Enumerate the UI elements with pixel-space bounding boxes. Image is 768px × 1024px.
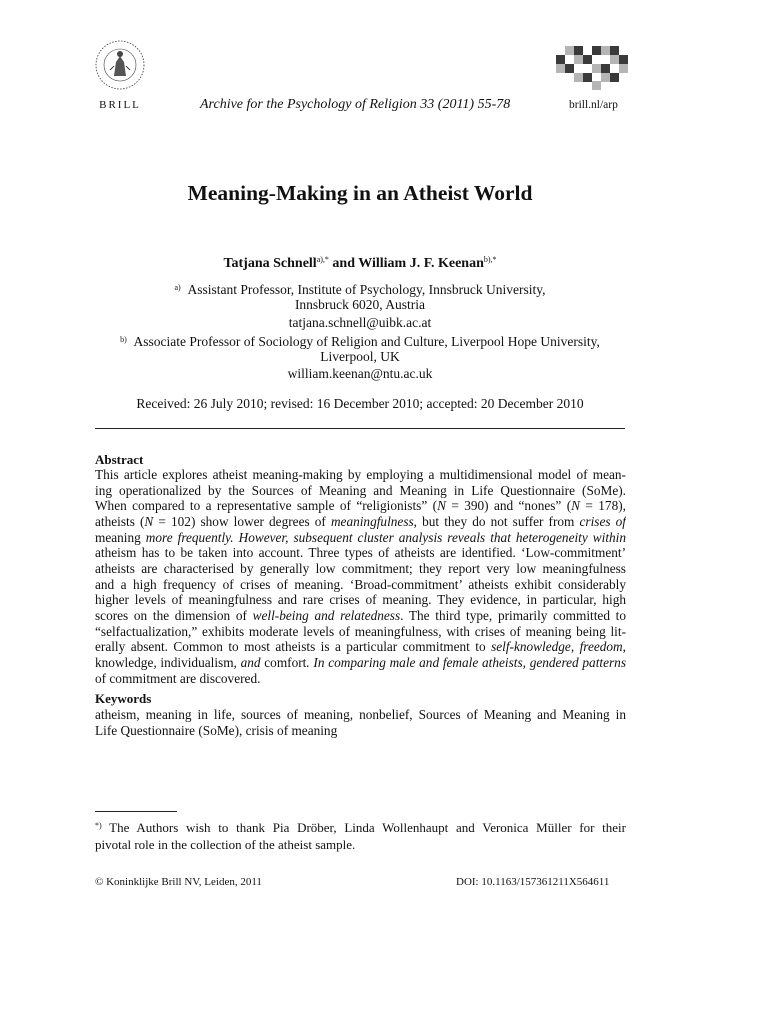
abstract-text: scores on the dimension of	[95, 607, 253, 623]
footnote-line: pivotal role in the collection of the atheist sample.	[95, 836, 356, 852]
affiliation-a-line2: Innsbruck 6020, Austria	[294, 297, 426, 312]
submission-dates: Received: 26 July 2010; revised: 16 December 2010; accepted: 20 December 2010	[136, 396, 584, 411]
paper-title: Meaning-Making in an Atheist World	[187, 181, 533, 205]
abstract-italic-term: freedom	[579, 639, 623, 655]
abstract-text: = 390) and “nones” (	[445, 498, 572, 514]
abstract-line	[95, 545, 626, 561]
keywords-heading: Keywords	[95, 691, 152, 706]
abstract-italic-term: , and	[233, 654, 265, 670]
affiliation-a-line1: $^{a)}$ Assistant Professor, Institute of Psychology, Innsbruck University,	[174, 282, 546, 297]
abstract-line	[95, 561, 626, 577]
abstract-italic-term: N	[571, 498, 581, 514]
abstract-line	[95, 608, 626, 624]
abstract-italic-term: more frequently. However, subsequent cluster analysis reveals that heterogeneity within	[140, 529, 626, 545]
abstract-line	[95, 671, 626, 687]
abstract-text: When compared to a representative sample of “religionists” (	[95, 498, 438, 514]
abstract-italic-term: self-knowledge	[491, 639, 571, 655]
footnote-divider	[95, 811, 177, 812]
abstract-line	[95, 624, 626, 640]
abstract-text: erally absent. Common to most atheists is a particular commitment to	[95, 639, 492, 655]
abstract-text: = 178),	[580, 498, 626, 514]
abstract-text: of commitment are discovered.	[95, 670, 261, 686]
affiliation-a-mark: a)	[174, 283, 181, 292]
affiliation-b-line1: $^{b)}$ Associate Professor of Sociology of Religion and Culture, Liverpool Hope University,	[120, 334, 600, 349]
abstract-italic-term: meaningfulness	[330, 513, 414, 529]
affiliation-a-email[interactable]: tatjana.schnell@uibk.ac.at	[288, 315, 432, 330]
abstract-text: , but they do not suffer from	[413, 513, 580, 529]
footnote-line: *) The Authors wish to thank Pia Dröber, Linda Wollenhaupt and Veronica Müller for their	[95, 820, 626, 835]
copyright-notice: © Koninklijke Brill NV, Leiden, 2011	[95, 876, 262, 888]
footnote	[95, 818, 626, 853]
abstract-line	[95, 467, 626, 483]
checker-pattern-icon	[556, 46, 636, 90]
brill-wordmark: BRILL	[99, 99, 141, 111]
abstract-line	[95, 655, 626, 671]
abstract-body	[95, 467, 626, 686]
abstract-text: individualism	[160, 654, 234, 670]
abstract-text: ,	[570, 639, 580, 655]
affiliation-b-line2: Liverpool, UK	[320, 349, 400, 364]
author-1-mark: a),*	[316, 255, 329, 264]
abstract-italic-term: crises of	[579, 513, 626, 529]
abstract-line	[95, 592, 626, 608]
abstract-text: ing operationalized by the Sources of Meaning and Meaning in Life Questionnaire (SoMe).	[95, 482, 626, 498]
author-conjunction: and	[328, 256, 359, 271]
journal-pattern-logo	[556, 46, 636, 95]
abstract-text: knowledge	[95, 654, 154, 670]
keywords-body	[95, 707, 626, 739]
abstract-text: comfort	[264, 654, 307, 670]
brill-seal-icon	[92, 36, 148, 94]
author-2: William J. F. Keenan	[358, 256, 484, 271]
author-1: Tatjana Schnell	[223, 256, 317, 271]
abstract-line	[95, 514, 626, 530]
journal-citation: Archive for the Psychology of Religion 33 (2011) 55-78	[200, 97, 511, 112]
abstract-text: atheists (	[95, 513, 145, 529]
abstract-line	[95, 639, 626, 655]
abstract-line	[95, 498, 626, 514]
abstract-italic-term: well-being and relatedness	[252, 607, 401, 623]
abstract-text: atheists are characterised by generally low commitment; they report very low meaningfulness	[95, 560, 626, 576]
journal-url[interactable]: brill.nl/arp	[569, 99, 618, 111]
brill-logo	[92, 36, 148, 111]
abstract-line	[95, 577, 626, 593]
keywords-line: Life Questionnaire (SoMe), crisis of meaning	[95, 722, 338, 738]
keywords-line: atheism, meaning in life, sources of meaning, nonbelief, Sources of Meaning and Meaning in	[95, 707, 626, 722]
abstract-text: atheism has to be taken into account. Three types of atheists are identified. ‘Low-commitment’	[95, 545, 626, 561]
affiliation-b-email[interactable]: william.keenan@ntu.ac.uk	[287, 366, 433, 381]
header-divider	[95, 428, 625, 429]
abstract-text: higher levels of meaningfulness and rare crises of meaning. They evidence, in particular, high	[95, 592, 626, 608]
abstract-text: = 102) show lower degrees of	[153, 513, 331, 529]
affiliation-b-mark: b)	[120, 335, 127, 344]
abstract-text: meaning	[95, 529, 141, 545]
doi-link[interactable]: DOI: 10.1163/157361211X564611	[456, 876, 610, 888]
abstract-text: “selfactualization,” exhibits moderate levels of meaningfulness, with crises of meaning being lit-	[95, 623, 626, 639]
abstract-line	[95, 483, 626, 499]
abstract-text: . The third type, primarily committed to	[400, 607, 626, 623]
author-2-mark: b),*	[483, 255, 497, 264]
footnote-mark: *)	[95, 821, 102, 830]
abstract-heading: Abstract	[95, 452, 144, 467]
abstract-italic-term: N	[437, 498, 446, 514]
abstract-text: and a high frequency of crises of meaning. ‘Broad-commitment’ atheists exhibit considerably	[95, 576, 626, 592]
author-line	[0, 255, 720, 272]
abstract-italic-term: . In comparing male and female atheists, gendered patterns	[306, 654, 626, 670]
abstract-italic-term: ,	[153, 654, 161, 670]
abstract-text: This article explores atheist meaning-making by employing a multidimensional model of mean-	[95, 467, 626, 482]
abstract-line	[95, 530, 626, 546]
abstract-italic-term: N	[144, 513, 154, 529]
abstract-text: ,	[622, 639, 626, 655]
